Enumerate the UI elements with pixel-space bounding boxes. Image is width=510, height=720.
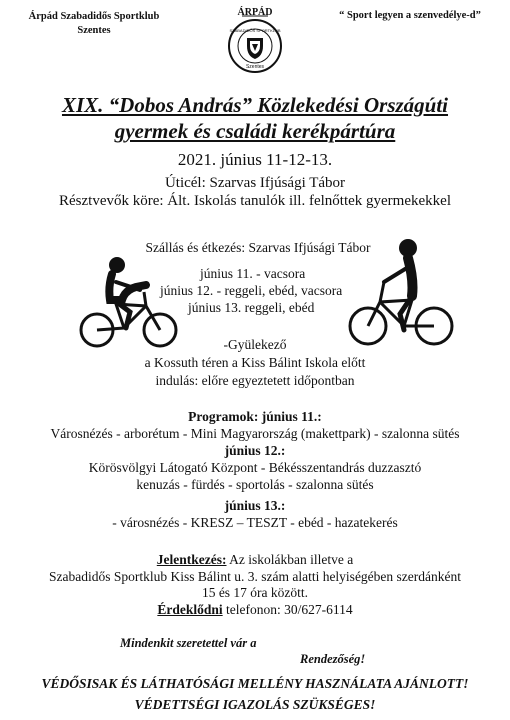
club-name-block [14, 10, 174, 38]
registration-label: Jelentkezés: [156, 552, 227, 567]
info-label: Érdeklődni [157, 602, 223, 617]
programs-day-3-text: - városnézés - KRESZ – TESZT - ebéd - hazatekerés [112, 515, 398, 530]
club-motto: “ Sport legyen a szenvedélye-d” [339, 10, 481, 21]
meeting-place: a Kossuth téren a Kiss Bálint Iskola előtt [144, 355, 366, 370]
organizers-text: Rendezőség! [300, 652, 366, 666]
participants: Résztvevők köre: Ált. Iskolás tanulók ill. felnőttek gyermekekkel [59, 193, 451, 209]
club-city: Szentes [77, 25, 111, 36]
registration-line-3: 15 és 17 óra között. [201, 585, 309, 600]
lodging-day-2: június 12. - reggeli, ebéd, vacsora [160, 283, 343, 298]
welcome-text: Mindenkit szeretettel vár a [120, 636, 257, 650]
title-line-2: gyermek és családi kerékpártúra [114, 119, 396, 143]
club-name: Árpád Szabadidős Sportklub [28, 11, 160, 22]
lodging-day-3: június 13. reggeli, ebéd [188, 300, 315, 315]
registration-line-2: Szabadidős Sportklub Kiss Bálint u. 3. szám alatti helyiségében szerdánként [48, 569, 462, 584]
title-line-1: XIX. “Dobos András” Közlekedési Országúti [61, 93, 449, 117]
logo-top-text: ÁRPÁD [237, 7, 273, 18]
lodging-title: Szállás és étkezés: Szarvas Ifjúsági Tábor [145, 240, 371, 255]
info-phone: telefonon: 30/627-6114 [222, 602, 353, 617]
programs-day-1-text: Városnézés - arborétum - Mini Magyarország (makettpark) - szalonna sütés [50, 426, 460, 441]
info-line [0, 602, 510, 619]
safety-warning: VÉDŐSISAK ÉS LÁTHATÓSÁGI MELLÉNY HASZNÁLATA AJÁNLOTT! [41, 676, 469, 691]
programs-day-2-line-2: kenuzás - fürdés - sportolás - szalonna sütés [136, 477, 374, 492]
programs-day-1-label: Programok: június 11.: [188, 409, 322, 424]
lodging-day-1: június 11. - vacsora [200, 266, 306, 281]
club-logo [222, 4, 288, 76]
programs-day-3-label: június 13.: [224, 498, 286, 513]
vaccination-warning: VÉDETTSÉGI IGAZOLÁS SZÜKSÉGES! [134, 697, 376, 712]
logo-ring-text: SZABADIDŐS SPORTKLUB [229, 28, 281, 33]
programs-day-2-label: június 12.: [224, 443, 286, 458]
programs-day-2-line-1: Körösvölgyi Látogató Központ - Békésszentandrás duzzasztó [88, 460, 422, 475]
registration-text: Az iskolákban illetve a [226, 552, 354, 567]
departure-time: indulás: előre egyeztetett időpontban [155, 373, 355, 388]
event-title [0, 92, 510, 144]
meeting-label: -Gyülekező [223, 337, 287, 352]
event-dates: 2021. június 11-12-13. [177, 150, 333, 169]
logo-bottom-text: Szentes [245, 64, 265, 70]
destination: Úticél: Szarvas Ifjúsági Tábor [164, 175, 346, 191]
registration-line-1 [0, 552, 510, 569]
